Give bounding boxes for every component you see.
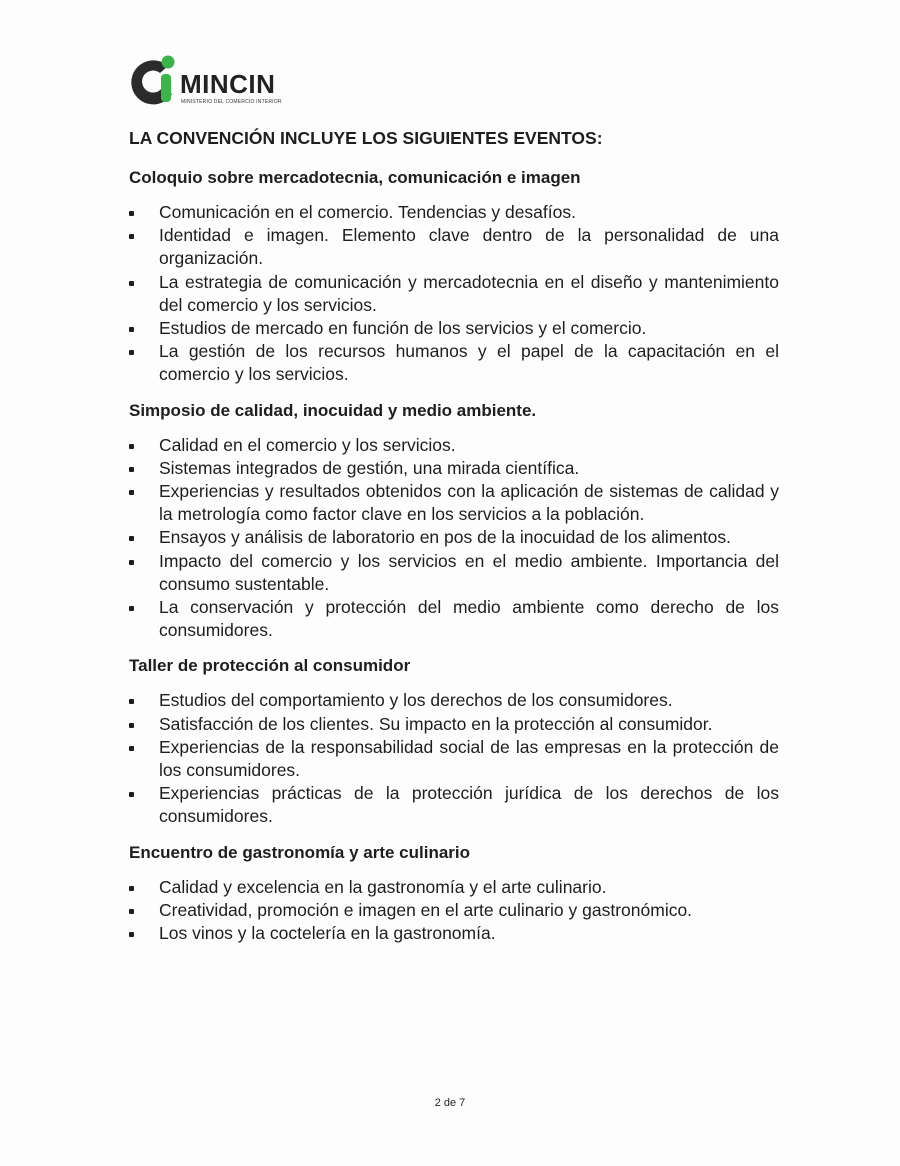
bullet-icon <box>129 792 134 797</box>
list-item <box>129 201 779 224</box>
mincin-logo <box>128 52 288 112</box>
list-item-text: Comunicación en el comercio. Tendencias y desafíos. <box>159 202 576 222</box>
bullet-icon <box>129 723 134 728</box>
list-item-text: Satisfacción de los clientes. Su impacto en la protección al consumidor. <box>159 713 713 734</box>
bullet-icon <box>129 699 134 704</box>
list-item <box>129 434 779 457</box>
section-title: Simposio de calidad, inocuidad y medio ambiente. <box>129 400 537 420</box>
logo-mark-icon <box>128 52 180 110</box>
list-item-text: Calidad en el comercio y los servicios. <box>159 434 456 455</box>
bullet-icon <box>129 606 134 611</box>
list-item-text: Sistemas integrados de gestión, una mirada científica. <box>159 457 580 478</box>
list-item <box>129 271 779 317</box>
list-item-text: La conservación y protección del medio ambiente como derecho de los consumidores. <box>159 597 779 641</box>
page-number: 2 de 7 <box>434 1097 466 1109</box>
event-sections <box>129 167 779 945</box>
list-item-text: Los vinos y la coctelería en la gastronomía. <box>159 923 496 944</box>
bullet-icon <box>129 909 134 914</box>
list-item-text: Experiencias de la responsabilidad social de las empresas en la protección de los consumidores. <box>159 736 779 781</box>
list-item <box>129 899 779 922</box>
list-item <box>129 876 779 899</box>
bullet-icon <box>129 350 134 355</box>
list-item-text: Experiencias prácticas de la protección jurídica de los derechos de los consumidores. <box>159 783 779 827</box>
section-title: Coloquio sobre mercadotecnia, comunicación e imagen <box>129 168 581 187</box>
list-item-text: Estudios del comportamiento y los derechos de los consumidores. <box>159 690 673 711</box>
bullet-icon <box>129 467 134 472</box>
page-title: LA CONVENCIÓN INCLUYE LOS SIGUIENTES EVENTOS: <box>129 128 603 148</box>
bullet-icon <box>129 490 134 495</box>
bullet-icon <box>129 560 134 565</box>
logo-subtitle: MINISTERIO DEL COMERCIO INTERIOR <box>181 99 282 105</box>
bullet-icon <box>129 886 134 891</box>
list-item <box>129 713 779 736</box>
list-item <box>129 922 779 945</box>
list-item-text: Estudios de mercado en función de los servicios y el comercio. <box>159 318 647 339</box>
list-item <box>129 340 779 386</box>
bullet-icon <box>129 444 134 449</box>
bullet-icon <box>129 211 134 216</box>
section-list <box>129 434 779 643</box>
list-item-text: Impacto del comercio y los servicios en el medio ambiente. Importancia del consumo sustentable. <box>159 550 779 594</box>
list-item-text: La estrategia de comunicación y mercadotecnia en el diseño y mantenimiento del comercio y los servicios. <box>159 271 779 315</box>
list-item-text: Identidad e imagen. Elemento clave dentro de la personalidad de una organización. <box>159 225 779 269</box>
list-item <box>129 550 779 596</box>
list-item <box>129 782 779 828</box>
section-list <box>129 201 779 387</box>
list-item <box>129 457 779 480</box>
bullet-icon <box>129 746 134 751</box>
list-item <box>129 596 779 642</box>
bullet-icon <box>129 327 134 332</box>
list-item <box>129 736 779 782</box>
document-body <box>129 127 779 958</box>
bullet-icon <box>129 932 134 937</box>
list-item <box>129 317 779 340</box>
section-title: Taller de protección al consumidor <box>129 656 411 676</box>
bullet-icon <box>129 234 134 239</box>
list-item <box>129 526 779 549</box>
list-item <box>129 224 779 270</box>
list-item <box>129 689 779 712</box>
list-item <box>129 480 779 526</box>
list-item-text: Ensayos y análisis de laboratorio en pos de la inocuidad de los alimentos. <box>159 527 732 548</box>
section-list <box>129 876 779 946</box>
list-item-text: Calidad y excelencia en la gastronomía y el arte culinario. <box>159 876 607 897</box>
list-item-text: La gestión de los recursos humanos y el papel de la capacitación en el comercio y los servicios. <box>159 341 779 385</box>
bullet-icon <box>129 281 134 286</box>
list-item-text: Creatividad, promoción e imagen en el arte culinario y gastronómico. <box>159 899 693 920</box>
bullet-icon <box>129 536 134 541</box>
logo-wordmark: MINCIN <box>180 69 276 99</box>
section-list <box>129 689 779 828</box>
section-title: Encuentro de gastronomía y arte culinario <box>129 842 471 862</box>
list-item-text: Experiencias y resultados obtenidos con la aplicación de sistemas de calidad y la metrología como factor clave en los servicios a la población. <box>159 481 779 525</box>
